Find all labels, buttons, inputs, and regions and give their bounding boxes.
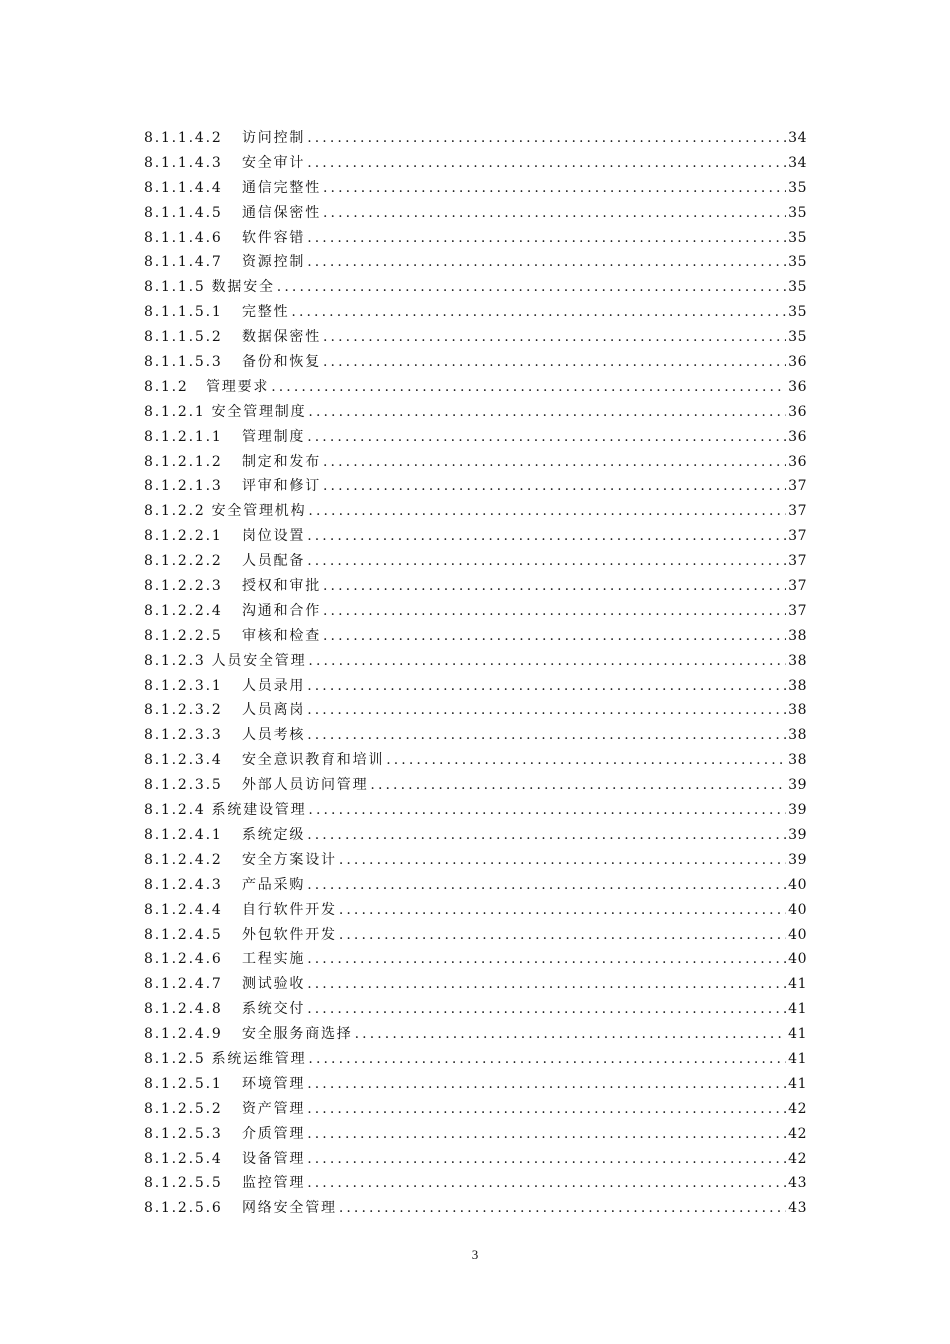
toc-dot-leader — [307, 1072, 786, 1097]
toc-entry[interactable] — [144, 923, 807, 948]
toc-dot-leader — [307, 1171, 786, 1196]
toc-entry-number: 8.1.2.3.1 — [144, 677, 223, 694]
toc-entry-page: 41 — [788, 1075, 807, 1092]
toc-entry-page: 42 — [788, 1100, 807, 1117]
toc-dot-leader — [291, 300, 786, 325]
toc-entry-title: 人员配备 — [242, 553, 306, 570]
toc-entry-number: 8.1.2.2.4 — [144, 602, 223, 619]
toc-entry-number: 8.1.2.1.1 — [144, 428, 223, 445]
toc-entry-number: 8.1.2.2.5 — [144, 627, 223, 644]
toc-entry[interactable] — [144, 624, 807, 649]
toc-entry-page: 38 — [788, 727, 807, 744]
toc-dot-leader — [308, 649, 786, 674]
toc-entry-number: 8.1.1.4.7 — [144, 254, 223, 271]
toc-entry[interactable] — [144, 599, 807, 624]
toc-entry-page: 34 — [788, 154, 807, 171]
toc-entry[interactable] — [144, 773, 807, 798]
toc-entry-number: 8.1.1.5.1 — [144, 304, 223, 321]
toc-dot-leader — [307, 972, 786, 997]
toc-entry-title: 人员考核 — [242, 727, 306, 744]
toc-entry-title: 系统建设管理 — [211, 802, 307, 819]
toc-entry-page: 43 — [788, 1200, 807, 1217]
toc-dot-leader — [323, 624, 786, 649]
toc-entry[interactable] — [144, 250, 807, 275]
toc-entry-number: 8.1.2.4.6 — [144, 951, 223, 968]
toc-entry[interactable] — [144, 649, 807, 674]
toc-entry[interactable] — [144, 698, 807, 723]
toc-entry-title: 外包软件开发 — [242, 926, 337, 943]
toc-entry-number: 8.1.2.5.1 — [144, 1075, 223, 1092]
toc-entry-page: 35 — [788, 304, 807, 321]
toc-entry-page: 37 — [788, 602, 807, 619]
toc-entry-page: 42 — [788, 1150, 807, 1167]
toc-entry-title: 设备管理 — [242, 1150, 306, 1167]
toc-entry-number: 8.1.2.4.7 — [144, 976, 223, 993]
toc-entry-title: 工程实施 — [242, 951, 306, 968]
toc-entry-title: 岗位设置 — [242, 528, 306, 545]
toc-entry-title: 系统定级 — [242, 826, 306, 843]
toc-dot-leader — [308, 1047, 786, 1072]
toc-entry[interactable] — [144, 798, 807, 823]
toc-entry-page: 38 — [788, 702, 807, 719]
toc-entry-number: 8.1.2.3.3 — [144, 727, 223, 744]
toc-dot-leader — [307, 524, 786, 549]
toc-dot-leader — [339, 1196, 786, 1221]
toc-entry-title: 数据保密性 — [242, 329, 321, 346]
toc-entry-number: 8.1.2.5.2 — [144, 1100, 223, 1117]
toc-dot-leader — [307, 151, 786, 176]
toc-entry-title: 安全方案设计 — [242, 851, 337, 868]
toc-dot-leader — [323, 574, 786, 599]
toc-dot-leader — [339, 923, 786, 948]
toc-entry-page: 36 — [788, 453, 807, 470]
toc-entry-page: 40 — [788, 876, 807, 893]
toc-entry-page: 40 — [788, 926, 807, 943]
toc-entry-page: 38 — [788, 652, 807, 669]
toc-entry-title: 安全意识教育和培训 — [242, 752, 385, 769]
toc-dot-leader — [308, 798, 786, 823]
toc-entry-title: 系统交付 — [242, 1001, 306, 1018]
toc-entry-title: 完整性 — [242, 304, 290, 321]
toc-entry-number: 8.1.1.5.3 — [144, 354, 223, 371]
toc-dot-leader — [277, 275, 786, 300]
toc-entry-page: 43 — [788, 1175, 807, 1192]
toc-dot-leader — [339, 898, 786, 923]
toc-dot-leader — [323, 176, 786, 201]
toc-entry-title: 人员录用 — [242, 677, 306, 694]
toc-entry-page: 37 — [788, 478, 807, 495]
toc-dot-leader — [307, 873, 786, 898]
toc-entry[interactable] — [144, 898, 807, 923]
table-of-contents — [144, 126, 807, 1221]
toc-dot-leader — [307, 1122, 786, 1147]
toc-entry[interactable] — [144, 474, 807, 499]
toc-entry-title: 网络安全管理 — [242, 1200, 337, 1217]
toc-entry-title: 通信保密性 — [242, 204, 321, 221]
toc-entry-number: 8.1.2.4.4 — [144, 901, 223, 918]
toc-dot-leader — [339, 848, 786, 873]
toc-entry-number: 8.1.2.1.3 — [144, 478, 223, 495]
toc-entry-page: 41 — [788, 1001, 807, 1018]
toc-entry[interactable] — [144, 748, 807, 773]
toc-entry-number: 8.1.2.2.1 — [144, 528, 223, 545]
toc-entry-number: 8.1.2.5.5 — [144, 1175, 223, 1192]
toc-entry-number: 8.1.1.5 — [144, 279, 206, 296]
toc-entry-number: 8.1.2.4.1 — [144, 826, 223, 843]
toc-entry-title: 环境管理 — [242, 1075, 306, 1092]
toc-entry-number: 8.1.1.4.3 — [144, 154, 223, 171]
toc-entry-number: 8.1.2.4.9 — [144, 1026, 223, 1043]
toc-entry-number: 8.1.2.1.2 — [144, 453, 223, 470]
toc-entry-number: 8.1.2.3.4 — [144, 752, 223, 769]
toc-dot-leader — [307, 997, 786, 1022]
toc-entry-title: 数据安全 — [211, 279, 275, 296]
toc-entry-number: 8.1.2.5.6 — [144, 1200, 223, 1217]
toc-entry[interactable] — [144, 873, 807, 898]
toc-dot-leader — [355, 1022, 787, 1047]
toc-entry-title: 介质管理 — [242, 1125, 306, 1142]
toc-entry-page: 40 — [788, 901, 807, 918]
toc-entry[interactable] — [144, 176, 807, 201]
toc-entry[interactable] — [144, 823, 807, 848]
toc-entry-title: 资源控制 — [242, 254, 306, 271]
toc-entry-title: 访问控制 — [242, 130, 306, 146]
toc-entry[interactable] — [144, 1097, 807, 1122]
toc-entry-title: 外部人员访问管理 — [242, 777, 369, 794]
toc-dot-leader — [307, 1097, 786, 1122]
toc-dot-leader — [308, 499, 786, 524]
toc-dot-leader — [370, 773, 786, 798]
toc-entry-page: 39 — [788, 851, 807, 868]
toc-entry-number: 8.1.2.3.5 — [144, 777, 223, 794]
toc-entry-page: 36 — [788, 378, 807, 395]
toc-entry-title: 安全管理机构 — [211, 503, 307, 520]
toc-dot-leader — [386, 748, 786, 773]
toc-entry[interactable] — [144, 300, 807, 325]
toc-dot-leader — [307, 425, 786, 450]
toc-entry[interactable] — [144, 450, 807, 475]
toc-entry-number: 8.1.2.3.2 — [144, 702, 223, 719]
toc-dot-leader — [307, 947, 786, 972]
toc-dot-leader — [307, 823, 786, 848]
toc-entry-page: 35 — [788, 179, 807, 196]
toc-entry-page: 38 — [788, 627, 807, 644]
toc-dot-leader — [307, 226, 786, 251]
toc-entry-number: 8.1.2.4.5 — [144, 926, 223, 943]
toc-entry-page: 35 — [788, 254, 807, 271]
toc-dot-leader — [323, 474, 786, 499]
toc-entry-number: 8.1.2.5.4 — [144, 1150, 223, 1167]
toc-entry-title: 安全审计 — [242, 154, 306, 171]
toc-entry-title: 软件容错 — [242, 229, 306, 246]
toc-entry-title: 制定和发布 — [242, 453, 321, 470]
toc-entry-number: 8.1.1.5.2 — [144, 329, 223, 346]
toc-entry-title: 审核和检查 — [242, 627, 321, 644]
toc-entry[interactable] — [144, 1022, 807, 1047]
toc-dot-leader — [323, 325, 786, 350]
toc-entry-number: 8.1.2.4.8 — [144, 1001, 223, 1018]
toc-entry-title: 人员离岗 — [242, 702, 306, 719]
toc-entry[interactable] — [144, 972, 807, 997]
toc-entry[interactable] — [144, 151, 807, 176]
toc-entry-title: 自行软件开发 — [242, 901, 337, 918]
toc-entry-number: 8.1.2.4.3 — [144, 876, 223, 893]
toc-entry-page: 41 — [788, 1026, 807, 1043]
toc-entry-page: 38 — [788, 752, 807, 769]
toc-entry[interactable] — [144, 524, 807, 549]
toc-dot-leader — [323, 350, 786, 375]
toc-entry-title: 测试验收 — [242, 976, 306, 993]
toc-entry[interactable] — [144, 499, 807, 524]
toc-entry[interactable] — [144, 375, 807, 400]
toc-entry-page: 36 — [788, 354, 807, 371]
toc-entry[interactable] — [144, 574, 807, 599]
toc-dot-leader — [308, 400, 786, 425]
toc-entry-page: 34 — [788, 130, 807, 146]
toc-entry-page: 35 — [788, 329, 807, 346]
toc-entry[interactable] — [144, 549, 807, 574]
toc-entry-page: 39 — [788, 802, 807, 819]
toc-entry[interactable] — [144, 947, 807, 972]
toc-entry-number: 8.1.2.2.2 — [144, 553, 223, 570]
toc-entry-number: 8.1.2.1 — [144, 403, 206, 420]
toc-dot-leader — [323, 599, 786, 624]
toc-entry-number: 8.1.1.4.2 — [144, 130, 223, 146]
toc-entry-title: 授权和审批 — [242, 578, 321, 595]
toc-entry-page: 36 — [788, 403, 807, 420]
toc-entry[interactable] — [144, 1196, 807, 1221]
toc-entry[interactable] — [144, 674, 807, 699]
toc-entry-title: 备份和恢复 — [242, 354, 321, 371]
page-number: 3 — [471, 1247, 479, 1262]
toc-entry-title: 管理要求 — [206, 378, 270, 395]
toc-entry-page: 37 — [788, 503, 807, 520]
toc-dot-leader — [307, 723, 786, 748]
toc-entry[interactable] — [144, 425, 807, 450]
toc-entry-number: 8.1.1.4.4 — [144, 179, 223, 196]
toc-entry-number: 8.1.1.4.6 — [144, 229, 223, 246]
toc-entry-page: 36 — [788, 428, 807, 445]
toc-entry-page: 35 — [788, 229, 807, 246]
toc-entry-number: 8.1.2.3 — [144, 652, 206, 669]
toc-entry-title: 安全管理制度 — [211, 403, 307, 420]
toc-entry[interactable] — [144, 723, 807, 748]
toc-entry[interactable] — [144, 1072, 807, 1097]
toc-entry[interactable] — [144, 400, 807, 425]
toc-entry[interactable] — [144, 350, 807, 375]
toc-entry[interactable] — [144, 1122, 807, 1147]
toc-dot-leader — [307, 698, 786, 723]
toc-entry-number: 8.1.2.5.3 — [144, 1125, 223, 1142]
toc-entry[interactable] — [144, 997, 807, 1022]
toc-entry-title: 沟通和合作 — [242, 602, 321, 619]
toc-entry-page: 35 — [788, 204, 807, 221]
toc-entry[interactable] — [144, 201, 807, 226]
toc-entry-page: 37 — [788, 578, 807, 595]
toc-entry[interactable] — [144, 325, 807, 350]
toc-entry-title: 监控管理 — [242, 1175, 306, 1192]
toc-entry-page: 37 — [788, 528, 807, 545]
toc-entry[interactable] — [144, 848, 807, 873]
toc-entry-title: 通信完整性 — [242, 179, 321, 196]
toc-entry[interactable] — [144, 275, 807, 300]
toc-entry[interactable] — [144, 1171, 807, 1196]
toc-entry-title: 管理制度 — [242, 428, 306, 445]
toc-entry-title: 评审和修订 — [242, 478, 321, 495]
toc-entry-number: 8.1.2.4.2 — [144, 851, 223, 868]
toc-dot-leader — [307, 549, 786, 574]
toc-entry-title: 资产管理 — [242, 1100, 306, 1117]
toc-entry-number: 8.1.2.5 — [144, 1050, 206, 1067]
toc-entry-title: 产品采购 — [242, 876, 306, 893]
toc-entry-page: 37 — [788, 553, 807, 570]
toc-dot-leader — [323, 450, 786, 475]
toc-dot-leader — [307, 674, 786, 699]
toc-entry-page: 38 — [788, 677, 807, 694]
toc-entry-number: 8.1.2 — [144, 378, 189, 395]
toc-entry-page: 35 — [788, 279, 807, 296]
toc-entry-page: 39 — [788, 777, 807, 794]
toc-entry[interactable] — [144, 126, 807, 151]
toc-entry-number: 8.1.2.4 — [144, 802, 206, 819]
toc-entry-title: 人员安全管理 — [211, 652, 307, 669]
toc-entry-page: 39 — [788, 826, 807, 843]
toc-entry-page: 41 — [788, 1050, 807, 1067]
toc-dot-leader — [307, 1147, 786, 1172]
toc-entry-number: 8.1.2.2 — [144, 503, 206, 520]
toc-entry-title: 系统运维管理 — [211, 1050, 307, 1067]
toc-entry-number: 8.1.2.2.3 — [144, 578, 223, 595]
toc-dot-leader — [307, 250, 786, 275]
toc-dot-leader — [307, 126, 786, 151]
toc-entry[interactable] — [144, 1047, 807, 1072]
toc-entry[interactable] — [144, 226, 807, 251]
toc-entry[interactable] — [144, 1147, 807, 1172]
toc-entry-number: 8.1.1.4.5 — [144, 204, 223, 221]
toc-entry-page: 42 — [788, 1125, 807, 1142]
toc-entry-title: 安全服务商选择 — [242, 1026, 353, 1043]
toc-dot-leader — [271, 375, 786, 400]
toc-entry-page: 41 — [788, 976, 807, 993]
toc-dot-leader — [323, 201, 786, 226]
toc-entry-page: 40 — [788, 951, 807, 968]
